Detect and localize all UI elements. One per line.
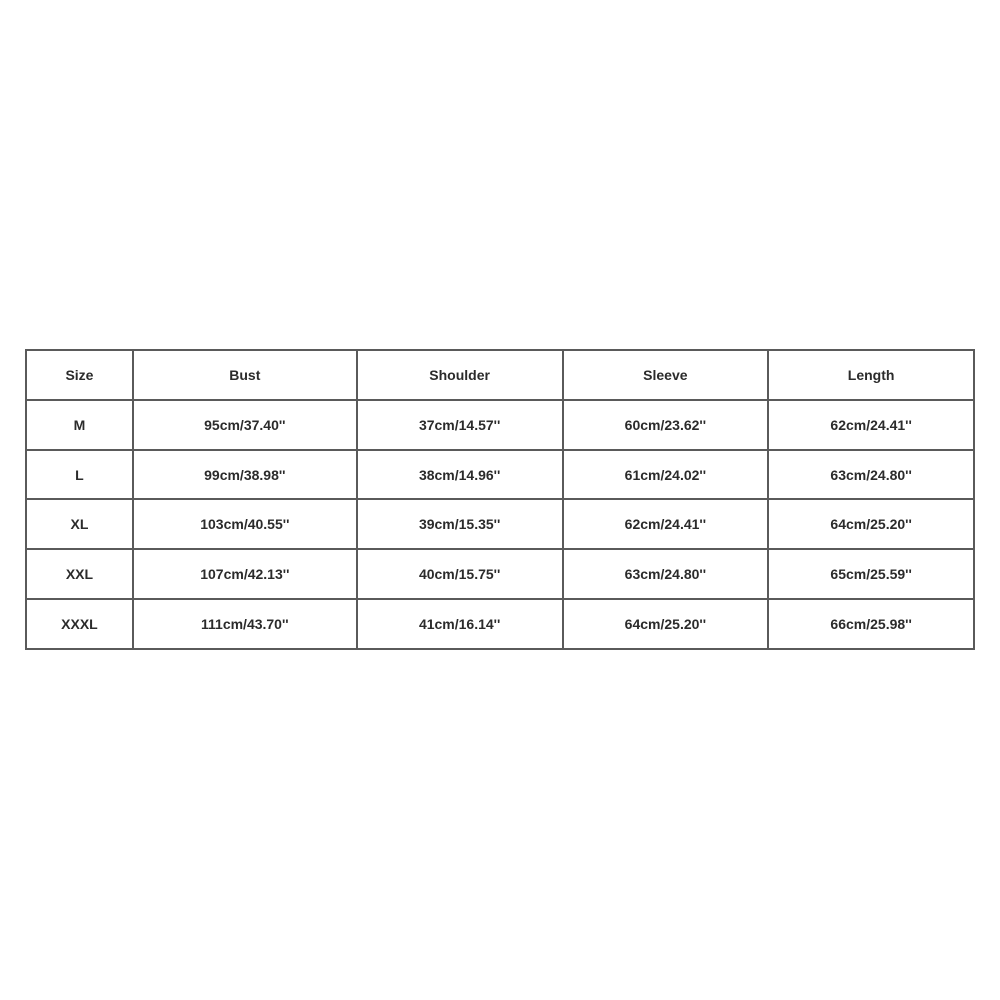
header-bust: Bust [133,350,357,400]
cell-bust: 103cm/40.55'' [133,499,357,549]
cell-shoulder: 37cm/14.57'' [357,400,563,450]
cell-size: XXL [26,549,133,599]
cell-shoulder: 38cm/14.96'' [357,450,563,500]
cell-bust: 111cm/43.70'' [133,599,357,649]
cell-sleeve: 63cm/24.80'' [563,549,769,599]
cell-size: XL [26,499,133,549]
cell-length: 65cm/25.59'' [768,549,974,599]
size-chart-table [25,349,975,650]
cell-bust: 95cm/37.40'' [133,400,357,450]
cell-length: 66cm/25.98'' [768,599,974,649]
table-row [26,499,974,549]
cell-size: M [26,400,133,450]
cell-length: 64cm/25.20'' [768,499,974,549]
cell-size: L [26,450,133,500]
table-row [26,599,974,649]
table-row [26,400,974,450]
cell-sleeve: 62cm/24.41'' [563,499,769,549]
cell-sleeve: 61cm/24.02'' [563,450,769,500]
header-sleeve: Sleeve [563,350,769,400]
cell-shoulder: 41cm/16.14'' [357,599,563,649]
cell-sleeve: 64cm/25.20'' [563,599,769,649]
cell-length: 63cm/24.80'' [768,450,974,500]
cell-shoulder: 40cm/15.75'' [357,549,563,599]
header-shoulder: Shoulder [357,350,563,400]
cell-shoulder: 39cm/15.35'' [357,499,563,549]
cell-bust: 107cm/42.13'' [133,549,357,599]
table-row [26,549,974,599]
cell-size: XXXL [26,599,133,649]
table-header-row [26,350,974,400]
cell-bust: 99cm/38.98'' [133,450,357,500]
table-row [26,450,974,500]
header-length: Length [768,350,974,400]
cell-sleeve: 60cm/23.62'' [563,400,769,450]
header-size: Size [26,350,133,400]
cell-length: 62cm/24.41'' [768,400,974,450]
